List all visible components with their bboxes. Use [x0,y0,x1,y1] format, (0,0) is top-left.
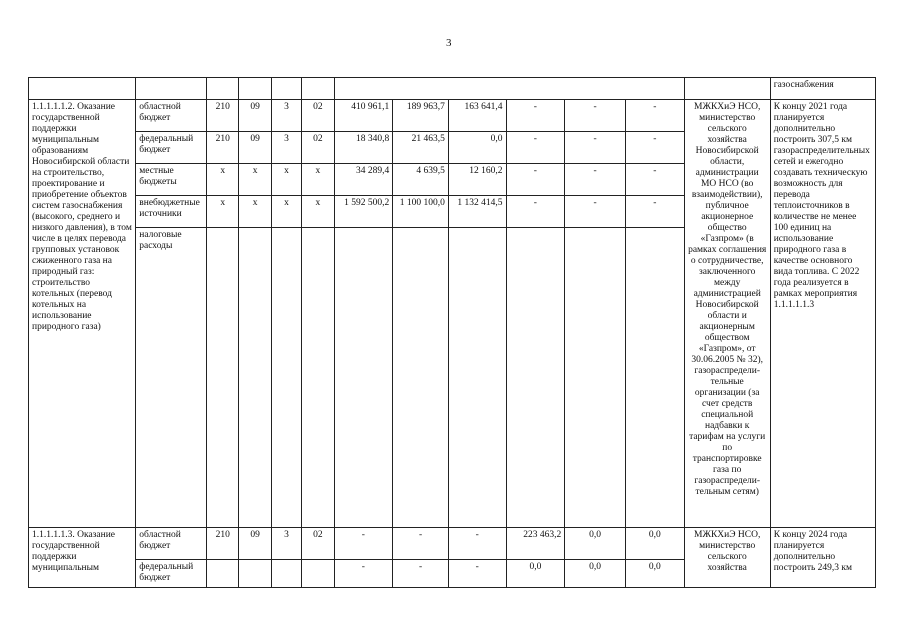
value-cell: 0,0 [565,560,626,588]
value-cell: - [565,196,626,228]
table-row [29,78,876,100]
source-cell: внебюджетные источники [136,196,207,228]
value-cell [334,228,393,528]
code-cell: х [207,164,239,196]
table-row [29,528,876,560]
value-cell: - [506,196,565,228]
value-cell: - [625,100,684,132]
table-cell [271,78,301,100]
code-cell: 02 [302,100,334,132]
value-cell: - [625,164,684,196]
code-cell: х [302,196,334,228]
value-cell: 0,0 [448,132,506,164]
value-cell [448,228,506,528]
source-cell: областной бюджет [136,528,207,560]
value-cell: 0,0 [565,528,626,560]
code-cell [239,560,271,588]
table-cell [684,78,770,100]
code-cell: 02 [302,528,334,560]
value-cell: - [565,100,626,132]
result-cell: газоснабжения [770,78,875,100]
code-cell [207,228,239,528]
result-cell: К концу 2024 года планируется дополнительно построить 249,3 км [770,528,875,588]
value-cell: 1 132 414,5 [448,196,506,228]
code-cell [302,228,334,528]
value-cell: 34 289,4 [334,164,393,196]
code-cell: х [239,196,271,228]
table-cell [302,78,334,100]
table-row [29,100,876,132]
code-cell [271,228,301,528]
program-table [28,77,876,588]
table-cell [239,78,271,100]
value-cell: - [565,164,626,196]
value-cell: 21 463,5 [393,132,449,164]
measure-name: 1.1.1.1.1.2. Оказание государственной поддержки муниципальным образованиям Новосибирской области на строительство, проектирование и приобретение объектов систем газоснабжения (высокого, среднего и низкого давления), в том числе в целях перевода групповых установок сжиженного газа на природный газ: строительство котельных (перевод котельных на использование природного газа) [29,100,136,528]
source-cell: налоговые расходы [136,228,207,528]
code-cell: 02 [302,132,334,164]
value-cell: - [393,560,449,588]
measure-name: 1.1.1.1.1.3. Оказание государственной поддержки муниципальным [29,528,136,588]
value-cell: - [334,560,393,588]
table-cell [334,78,684,100]
code-cell: х [207,196,239,228]
value-cell: - [448,528,506,560]
source-cell: федеральный бюджет [136,560,207,588]
value-cell: 18 340,8 [334,132,393,164]
table-cell [29,78,136,100]
code-cell: 3 [271,100,301,132]
code-cell [207,560,239,588]
value-cell [565,228,626,528]
value-cell: - [334,528,393,560]
value-cell: 4 639,5 [393,164,449,196]
value-cell: 410 961,1 [334,100,393,132]
value-cell: - [506,100,565,132]
value-cell: - [625,132,684,164]
value-cell [506,228,565,528]
value-cell: - [506,132,565,164]
code-cell: 09 [239,132,271,164]
table-cell [136,78,207,100]
source-cell: областной бюджет [136,100,207,132]
value-cell [625,228,684,528]
value-cell: 1 592 500,2 [334,196,393,228]
value-cell: 1 100 100,0 [393,196,449,228]
code-cell: х [239,164,271,196]
code-cell: 210 [207,132,239,164]
code-cell: 210 [207,528,239,560]
value-cell: - [506,164,565,196]
code-cell: 3 [271,132,301,164]
code-cell: 09 [239,528,271,560]
code-cell: 3 [271,528,301,560]
table-cell [207,78,239,100]
code-cell: 210 [207,100,239,132]
value-cell: 0,0 [625,528,684,560]
code-cell: 09 [239,100,271,132]
code-cell: х [302,164,334,196]
responsible-cell: МЖКХиЭ НСО, министерство сельского хозяйства Новосибирской области, администрации МО НСО (во взаимодействии), публичное акционерное общество «Газпром» (в рамках соглашения о сотрудничестве, заключенного между администрацией Новосибирской области и акционерным обществом «Газпром», от 30.06.2005 № 32), газораспредели-тельные организации (за счет средств специальной надбавки к тарифам на услуги по транспортировке газа по газораспредели-тельным сетям) [684,100,770,528]
value-cell: 163 641,4 [448,100,506,132]
result-cell: К концу 2021 года планируется дополнительно построить 307,5 км газораспределительных сетей и ежегодно создавать техническую возможность для перевода теплоисточников в количестве не менее 100 единиц на использование природного газа в качестве основного вида топлива. С 2022 года реализуется в рамках мероприятия 1.1.1.1.1.3 [770,100,875,528]
value-cell [393,228,449,528]
page-number: 3 [446,37,452,49]
value-cell: - [565,132,626,164]
value-cell: 12 160,2 [448,164,506,196]
value-cell: 0,0 [506,560,565,588]
value-cell: - [625,196,684,228]
value-cell: 189 963,7 [393,100,449,132]
source-cell: федеральный бюджет [136,132,207,164]
code-cell: х [271,164,301,196]
code-cell [239,228,271,528]
responsible-cell: МЖКХиЭ НСО, министерство сельского хозяйства [684,528,770,588]
code-cell [271,560,301,588]
value-cell: 0,0 [625,560,684,588]
value-cell: - [448,560,506,588]
code-cell: х [271,196,301,228]
value-cell: 223 463,2 [506,528,565,560]
code-cell [302,560,334,588]
source-cell: местные бюджеты [136,164,207,196]
value-cell: - [393,528,449,560]
